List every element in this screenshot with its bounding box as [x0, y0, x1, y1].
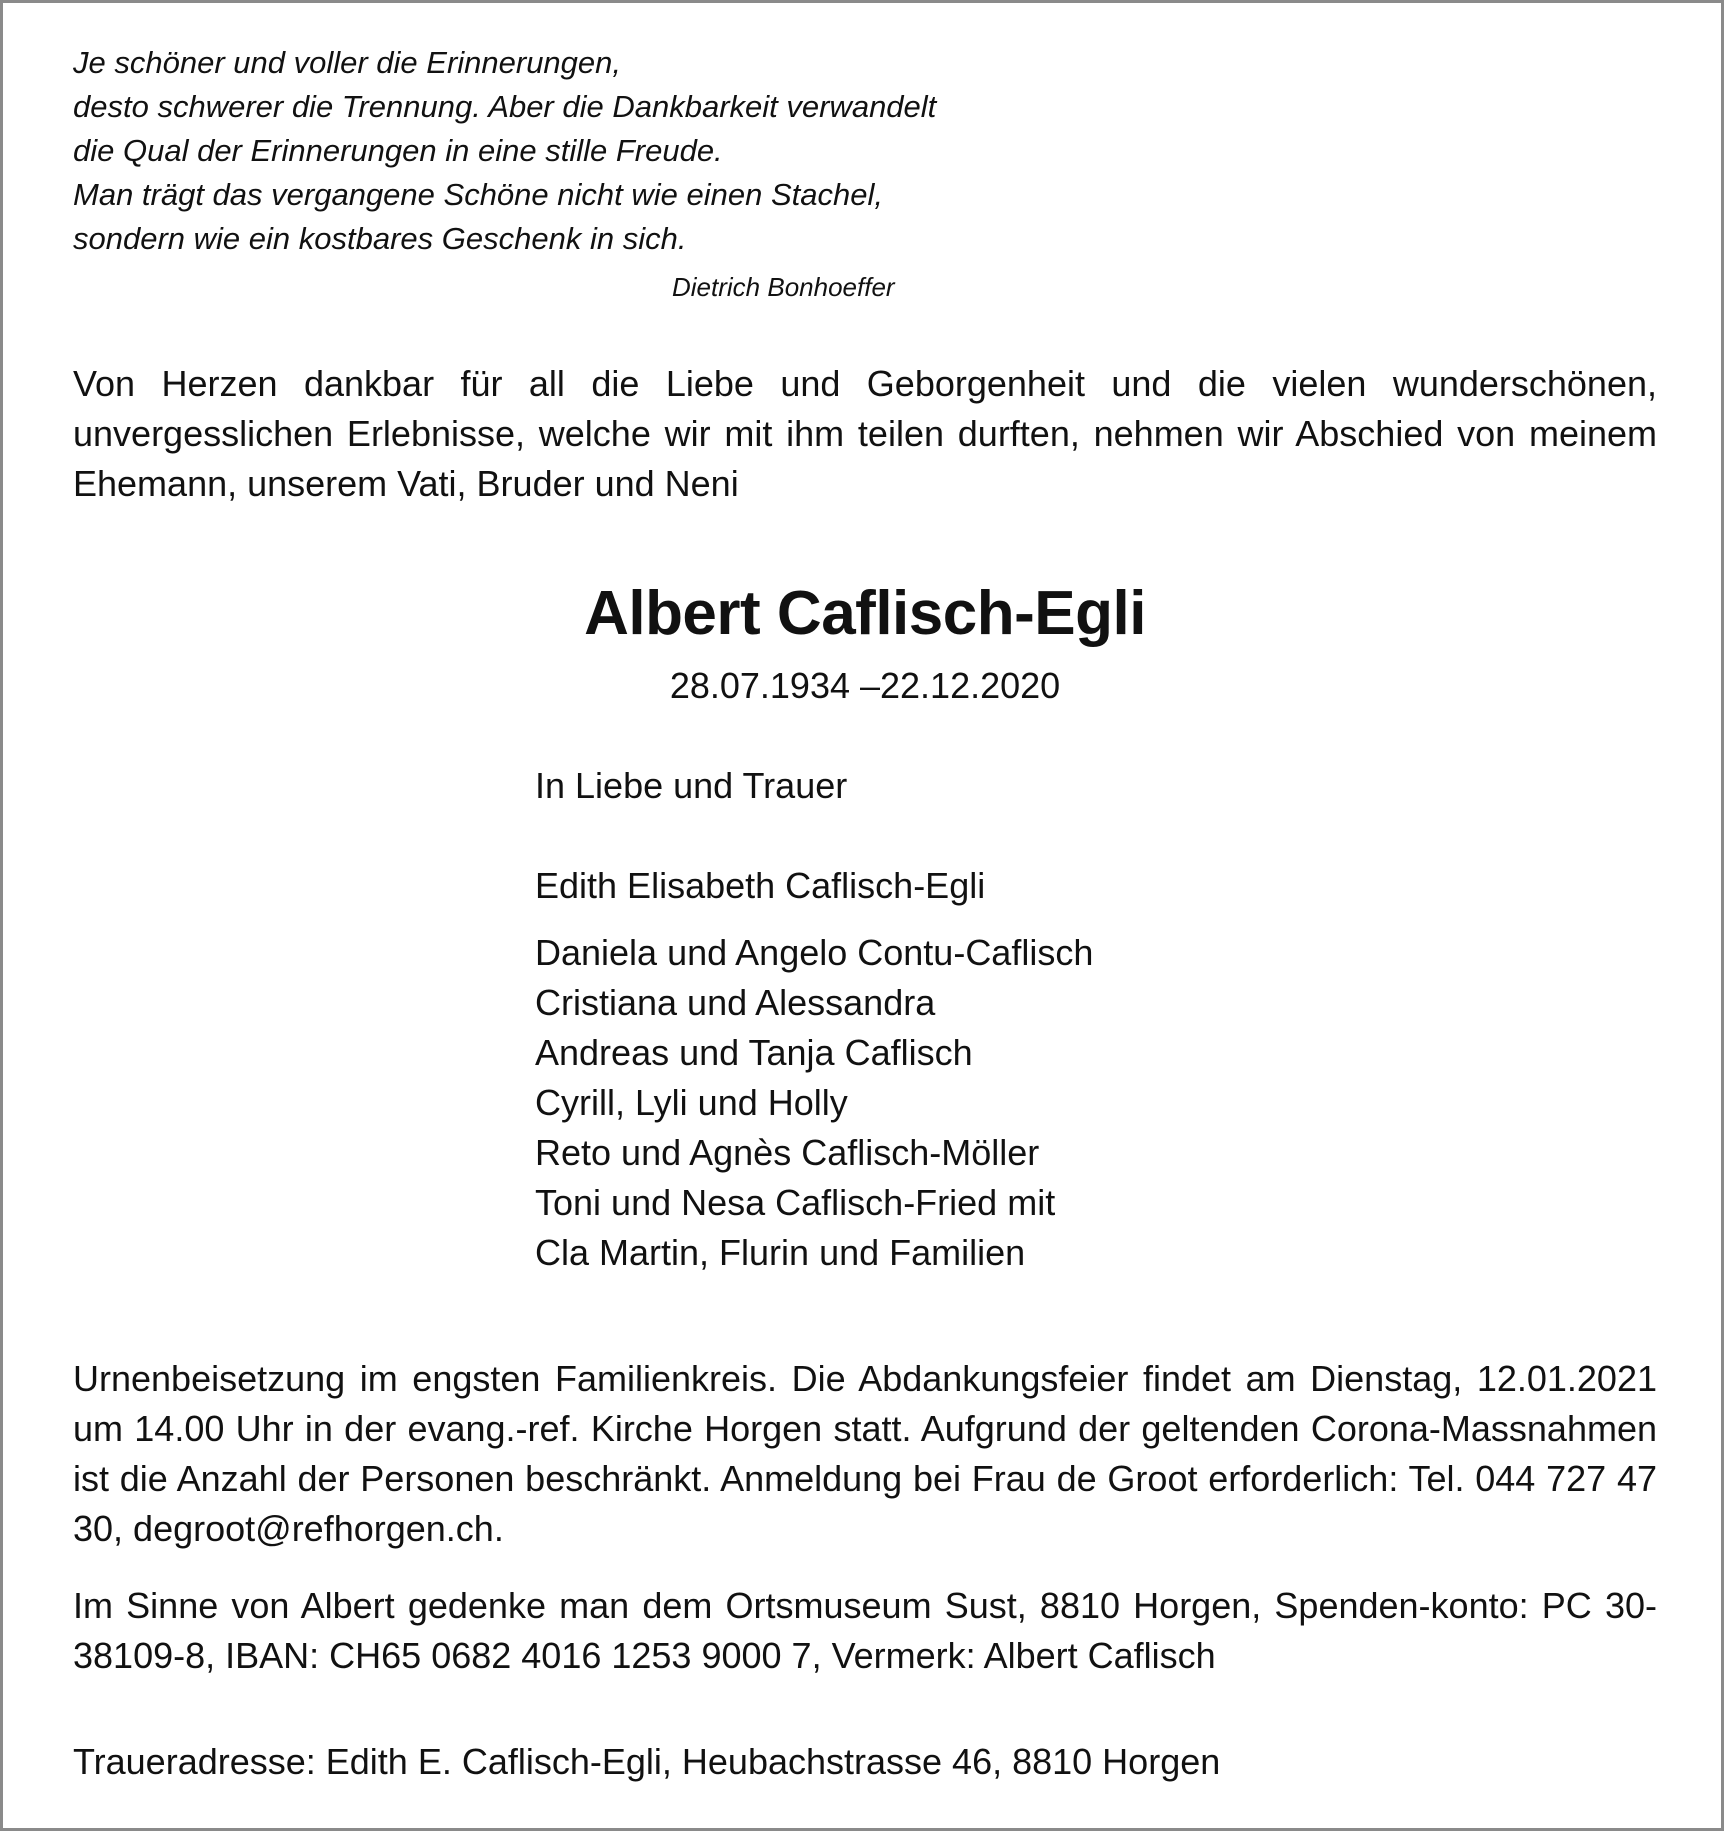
quote-line: Je schöner und voller die Erinnerungen,	[73, 45, 622, 80]
deceased-name: Albert Caflisch-Egli	[584, 579, 1146, 648]
family-member: Cyrill, Lyli und Holly	[535, 1082, 848, 1123]
quote-line: desto schwerer die Trennung. Aber die Dankbarkeit verwandelt	[73, 89, 937, 124]
address-line: Traueradresse: Edith E. Caflisch-Egli, Heubachstrasse 46, 8810 Horgen	[73, 1741, 1221, 1782]
quote-author: Dietrich Bonhoeffer	[672, 272, 895, 302]
mourning-heading	[535, 761, 847, 811]
intro-paragraph: Von Herzen dankbar für all die Liebe und Geborgenheit und die vielen wunderschönen, unvergesslichen Erlebnisse, welche wir mit ihm teilen durften, nehmen wir Abschied von meinem Ehemann, unserem Vati, Bruder und Neni	[73, 363, 1657, 504]
quote-line: sondern wie ein kostbares Geschenk in sich.	[73, 221, 687, 256]
quote-block	[73, 41, 1173, 261]
family-list	[535, 928, 1093, 1278]
family-member: Toni und Nesa Caflisch-Fried mit	[535, 1182, 1056, 1223]
life-dates: 28.07.1934 –22.12.2020	[669, 665, 1061, 706]
quote-line: die Qual der Erinnerungen in eine stille Freude.	[73, 133, 723, 168]
ceremony-paragraph: Urnenbeisetzung im engsten Familienkreis. Die Abdankungsfeier findet am Dienstag, 12.01.2021 um 14.00 Uhr in der evang.-ref. Kirche Horgen statt. Aufgrund der geltenden Corona-Massnahmen ist die Anzahl der Personen beschränkt. Anmeldung bei Frau de Groot erforderlich: Tel. 044 727 47 30, degroot@refhorgen.ch.	[73, 1358, 1657, 1549]
family-member: Andreas und Tanja Caflisch	[535, 1032, 973, 1073]
quote-line: Man trägt das vergangene Schöne nicht wie einen Stachel,	[73, 177, 883, 212]
spouse-name	[535, 861, 985, 911]
spouse-name-text: Edith Elisabeth Caflisch-Egli	[535, 865, 986, 906]
family-member: Reto und Agnès Caflisch-Möller	[535, 1132, 1040, 1173]
family-member: Cristiana und Alessandra	[535, 982, 936, 1023]
family-member: Daniela und Angelo Contu-Caflisch	[535, 932, 1094, 973]
mourning-heading-text: In Liebe und Trauer	[535, 765, 848, 806]
donation-paragraph: Im Sinne von Albert gedenke man dem Ortsmuseum Sust, 8810 Horgen, Spenden-konto: PC 30-38109-8, IBAN: CH65 0682 4016 1253 9000 7, Vermerk: Albert Caflisch	[73, 1585, 1657, 1676]
family-member: Cla Martin, Flurin und Familien	[535, 1232, 1026, 1273]
